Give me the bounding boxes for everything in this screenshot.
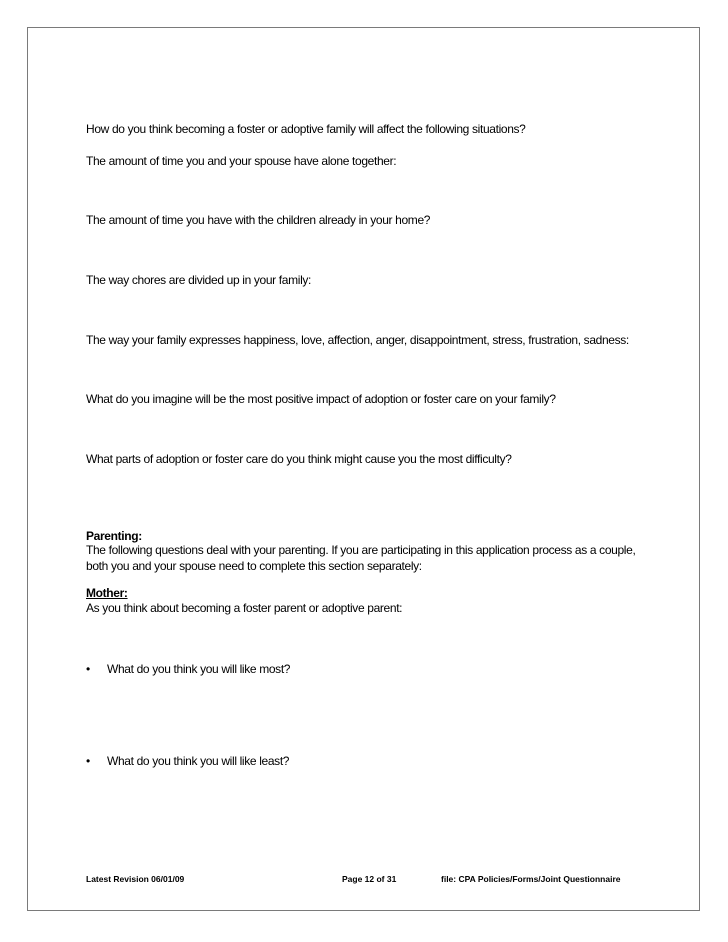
situation-question: The way chores are divided up in your family: [86, 273, 312, 287]
footer-file-path: file: CPA Policies/Forms/Joint Questionnaire [441, 874, 621, 884]
intro-question: How do you think becoming a foster or adoptive family will affect the following situations? [86, 122, 526, 136]
situation-question: The way your family expresses happiness, love, affection, anger, disappointment, stress, frustration, sadness: [86, 333, 629, 347]
mother-prompt: As you think about becoming a foster parent or adoptive parent: [86, 601, 403, 615]
situation-question: What parts of adoption or foster care do you think might cause you the most difficulty? [86, 452, 512, 466]
parenting-heading: Parenting: [86, 529, 142, 543]
mother-heading: Mother: [86, 586, 128, 600]
mother-question: What do you think you will like most? [107, 662, 291, 676]
situation-question: The amount of time you have with the children already in your home? [86, 213, 431, 227]
footer-page-number: Page 12 of 31 [342, 874, 397, 884]
parenting-description: The following questions deal with your parenting. If you are participating in this application process as a couple, both you and your spouse need to complete this section separately: [86, 543, 636, 573]
bullet-icon: • [86, 662, 91, 676]
bullet-icon: • [86, 754, 91, 768]
mother-question: What do you think you will like least? [107, 754, 290, 768]
situation-question: What do you imagine will be the most positive impact of adoption or foster care on your family? [86, 392, 556, 406]
footer-revision: Latest Revision 06/01/09 [86, 874, 185, 884]
situation-question: The amount of time you and your spouse have alone together: [86, 154, 397, 168]
